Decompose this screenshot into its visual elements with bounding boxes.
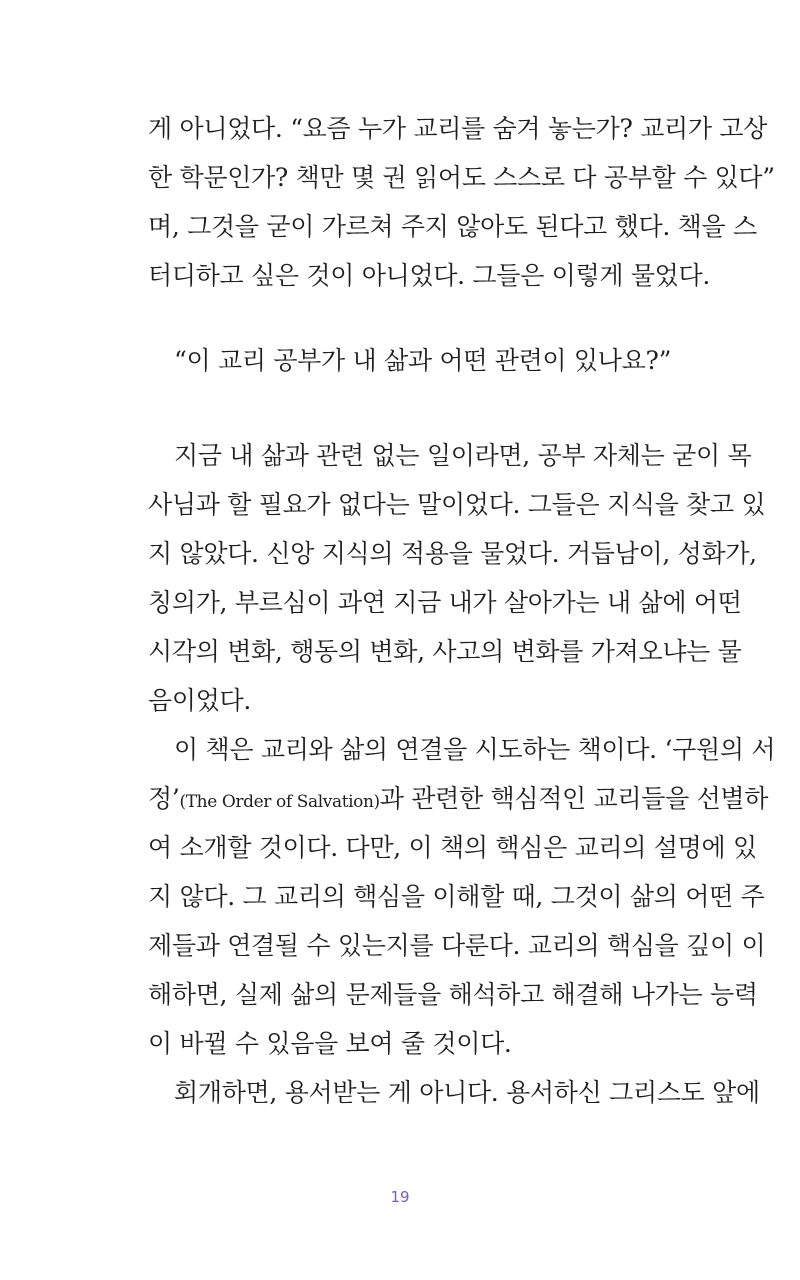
paragraph-3-line: 제들과 연결될 수 있는지를 다룬다. 교리의 핵심을 깊이 이: [148, 931, 766, 960]
paragraph-3-text: 과 관련한 핵심적인 교리들을 선별하: [379, 784, 769, 813]
paragraph-2-line: 지 않았다. 신앙 지식의 적용을 물었다. 거듭남이, 성화가,: [148, 539, 757, 568]
paragraph-1-line: 게 아니었다. “요즘 누가 교리를 숨겨 놓는가? 교리가 고상: [148, 114, 768, 143]
english-term: (The Order of Salvation): [179, 792, 380, 812]
paragraph-3-text: 정’: [148, 784, 180, 813]
paragraph-3-line: 해하면, 실제 삶의 문제들을 해석하고 해결해 나가는 능력: [148, 980, 758, 1009]
quote-line: “이 교리 공부가 내 삶과 어떤 관련이 있나요?”: [174, 346, 672, 375]
paragraph-4-line: 회개하면, 용서받는 게 아니다. 용서하신 그리스도 앞에: [174, 1078, 760, 1107]
paragraph-3-line: 이 바뀔 수 있음을 보여 줄 것이다.: [148, 1029, 512, 1058]
paragraph-1-line: 한 학문인가? 책만 몇 권 읽어도 스스로 다 공부할 수 있다”: [148, 163, 775, 192]
paragraph-3-line: 지 않다. 그 교리의 핵심을 이해할 때, 그것이 삶의 어떤 주: [148, 882, 765, 911]
paragraph-2-line: 칭의가, 부르심이 과연 지금 내가 살아가는 내 삶에 어떤: [148, 588, 742, 617]
paragraph-3-line: 여 소개할 것이다. 다만, 이 책의 핵심은 교리의 설명에 있: [148, 833, 757, 862]
page-number: 19: [390, 1188, 410, 1206]
paragraph-1-line: 터디하고 싶은 것이 아니었다. 그들은 이렇게 물었다.: [148, 261, 711, 290]
paragraph-1-line: 며, 그것을 굳이 가르쳐 주지 않아도 된다고 했다. 책을 스: [148, 212, 757, 241]
paragraph-2-line: 음이었다.: [148, 686, 252, 715]
paragraph-3-line: [148, 781, 769, 817]
paragraph-3-line: 이 책은 교리와 삶의 연결을 시도하는 책이다. ‘구원의 서: [174, 735, 776, 764]
paragraph-2-line: 지금 내 삶과 관련 없는 일이라면, 공부 자체는 굳이 목: [174, 441, 752, 470]
paragraph-2-line: 시각의 변화, 행동의 변화, 사고의 변화를 가져오냐는 물: [148, 637, 742, 666]
paragraph-2-line: 사님과 할 필요가 없다는 말이었다. 그들은 지식을 찾고 있: [148, 490, 766, 519]
